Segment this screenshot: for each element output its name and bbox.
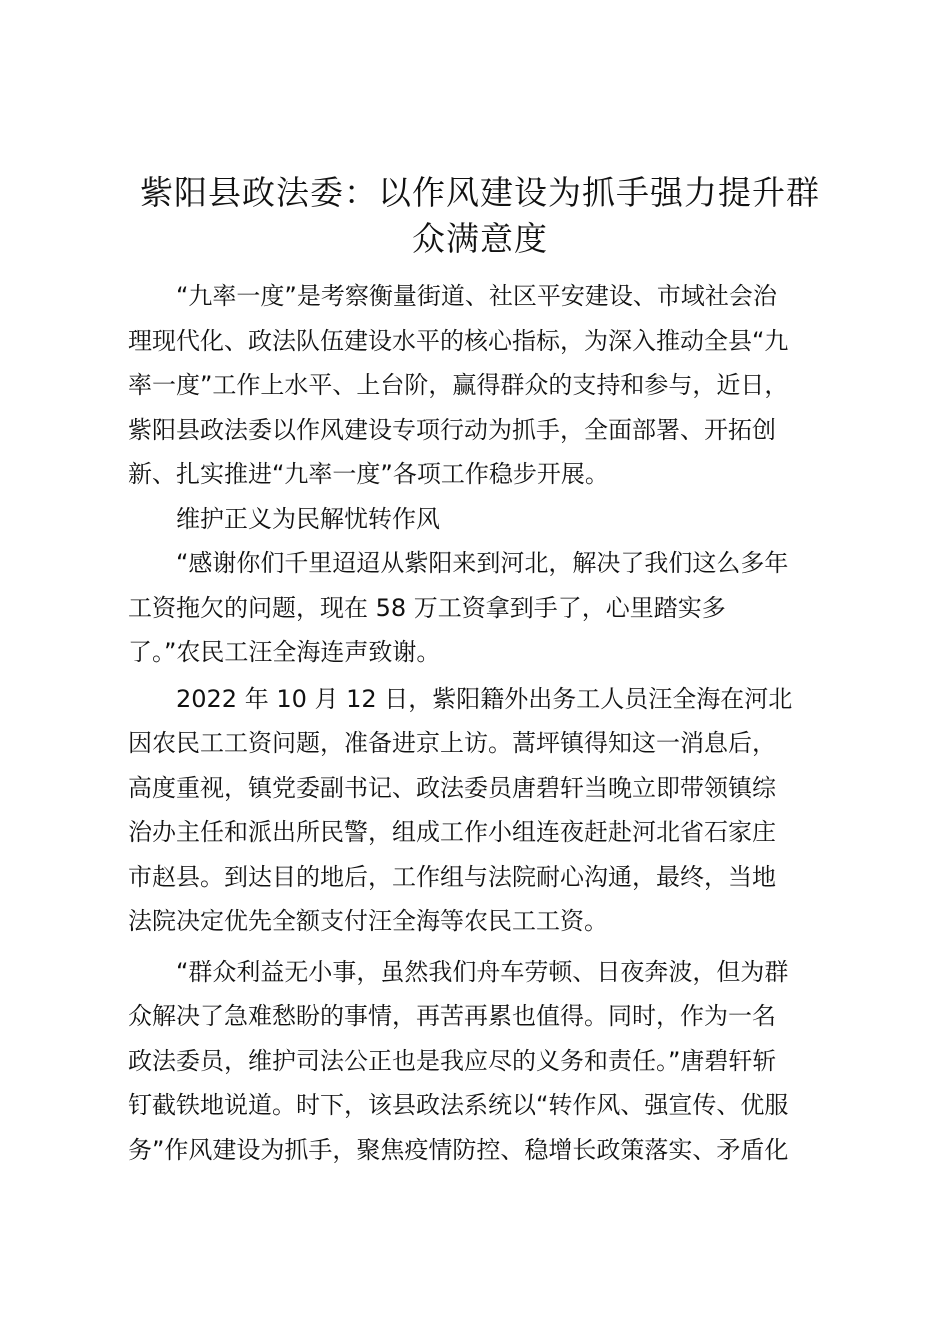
paragraph-line: “群众利益无小事，虽然我们舟车劳顿、日夜奔波，但为群 <box>176 957 789 986</box>
paragraph-line: 治办主任和派出所民警，组成工作小组连夜赶赴河北省石家庄 <box>128 818 776 846</box>
paragraph-line: 法院决定优先全额支付汪全海等农民工工资。 <box>128 907 608 935</box>
paragraph-line: 理现代化、政法队伍建设水平的核心指标，为深入推动全县“九 <box>128 326 789 355</box>
paragraph-line: 了。”农民工汪全海连声致谢。 <box>128 638 441 666</box>
section-heading <box>128 497 832 542</box>
paragraph-line: 高度重视，镇党委副书记、政法委员唐碧轩当晚立即带领镇综 <box>128 773 776 802</box>
paragraph-event <box>128 677 832 944</box>
title-line: 众满意度 <box>412 219 548 258</box>
paragraph-line: 2022 年 10 月 12 日，紫阳籍外出务工人员汪全海在河北 <box>176 684 793 713</box>
paragraph-quote <box>128 541 832 675</box>
paragraph-intro <box>128 274 832 497</box>
paragraph-line: 政法委员，维护司法公正也是我应尽的义务和责任。”唐碧轩斩 <box>128 1046 777 1075</box>
paragraph-line: 钉截铁地说道。时下，该县政法系统以“转作风、强宣传、优服 <box>128 1091 789 1119</box>
document-page <box>128 170 832 1172</box>
paragraph-line: “感谢你们千里迢迢从紫阳来到河北，解决了我们这么多年 <box>176 549 789 577</box>
paragraph-line: 新、扎实推进“九率一度”各项工作稳步开展。 <box>128 460 609 488</box>
paragraph-line: 紫阳县政法委以作风建设专项行动为抓手，全面部署、开拓创 <box>128 415 776 444</box>
document-body <box>128 274 832 1172</box>
paragraph-line: 众解决了急难愁盼的事情，再苦再累也值得。同时，作为一名 <box>128 1002 776 1030</box>
paragraph-line: 市赵县。到达目的地后，工作组与法院耐心沟通，最终，当地 <box>128 862 776 891</box>
section-heading-text: 维护正义为民解忧转作风 <box>176 504 440 533</box>
document-title <box>128 170 832 262</box>
paragraph-line: “九率一度”是考察衡量街道、社区平安建设、市域社会治 <box>176 282 777 310</box>
paragraph-line: 因农民工工资问题，准备进京上访。蒿坪镇得知这一消息后， <box>128 729 776 757</box>
paragraph-line: 务”作风建设为抓手，聚焦疫情防控、稳增长政策落实、矛盾化 <box>128 1135 789 1164</box>
title-line: 紫阳县政法委：以作风建设为抓手强力提升群 <box>140 173 820 212</box>
paragraph-statement <box>128 950 832 1173</box>
paragraph-line: 率一度”工作上水平、上台阶，赢得群众的支持和参与，近日， <box>128 371 789 399</box>
paragraph-line: 工资拖欠的问题，现在 58 万工资拿到手了，心里踏实多 <box>128 593 726 622</box>
